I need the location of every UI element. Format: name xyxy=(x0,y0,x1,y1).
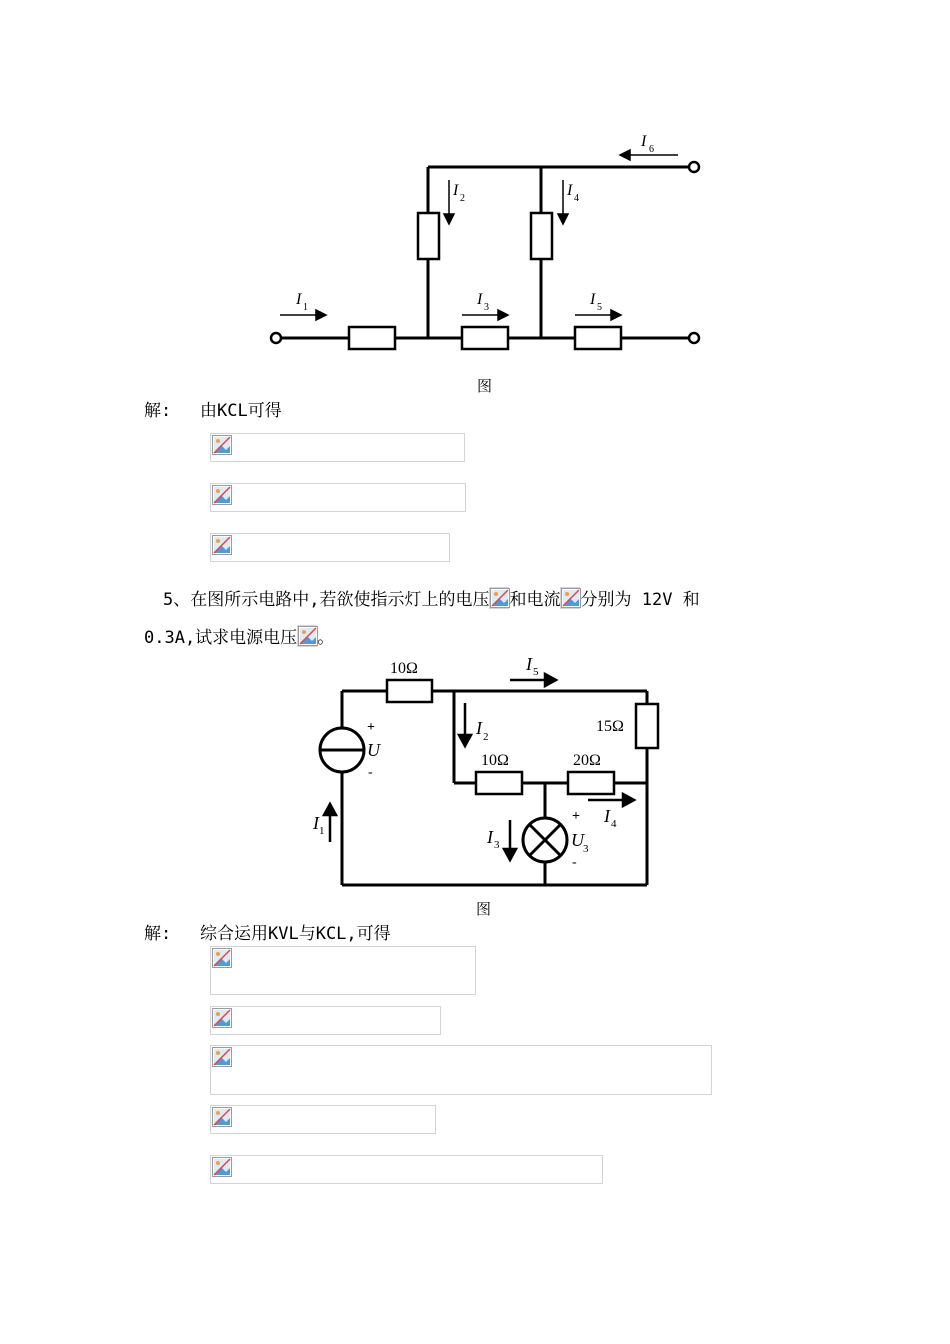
label-i2: I xyxy=(476,718,482,738)
label-i1-sub: 1 xyxy=(303,302,308,313)
problem5-text-a: 5、在图所示电路中,若欲使指示灯上的电压 xyxy=(163,590,490,610)
terminal xyxy=(689,333,699,343)
label-u3-sub: 3 xyxy=(583,843,589,855)
label-i6: I xyxy=(641,133,647,150)
label-u3-minus: - xyxy=(572,855,577,870)
problem5-text-d: 0.3A,试求电源电压 xyxy=(144,628,298,648)
equation-image xyxy=(210,1155,603,1184)
label-r-right: 15Ω xyxy=(596,718,624,735)
label-i4-sub: 4 xyxy=(574,193,579,204)
figure1-caption: 图 xyxy=(477,377,493,395)
label-i5: I xyxy=(590,291,596,308)
broken-image-icon xyxy=(212,485,232,505)
label-i3-sub: 3 xyxy=(484,302,489,313)
label-u3: U xyxy=(571,830,584,850)
equation-image xyxy=(210,1105,436,1134)
equation-image xyxy=(210,946,476,995)
problem5-text-b: 和电流 xyxy=(509,590,561,610)
label-u-plus: + xyxy=(367,720,375,735)
label-i4: I xyxy=(567,182,573,199)
equation-image xyxy=(210,1006,441,1035)
label-u-minus: - xyxy=(368,765,373,780)
label-i2-sub: 2 xyxy=(460,193,465,204)
broken-image-icon xyxy=(212,535,232,555)
equation-image-i3 xyxy=(560,587,580,609)
equation-image xyxy=(210,483,466,512)
solution2-text: 综合运用KVL与KCL,可得 xyxy=(200,924,391,944)
label-r-mid-left: 10Ω xyxy=(481,752,509,769)
circuit-diagram-1 xyxy=(0,0,950,370)
label-i5-sub: 5 xyxy=(533,666,539,678)
broken-image-icon xyxy=(212,1107,232,1127)
problem5-text-c: 分别为 12V 和 xyxy=(580,590,700,610)
indicator-lamp xyxy=(523,818,567,862)
broken-image-icon xyxy=(212,948,232,968)
equation-image xyxy=(210,1045,712,1095)
terminal xyxy=(689,162,699,172)
resistor xyxy=(476,772,522,794)
label-i5: I xyxy=(526,654,532,674)
broken-image-icon xyxy=(212,1047,232,1067)
solution2-prefix: 解: xyxy=(144,924,172,944)
label-i1: I xyxy=(313,813,319,833)
label-i4: I xyxy=(604,806,610,826)
label-i3: I xyxy=(487,827,493,847)
broken-image-icon xyxy=(298,626,318,646)
resistor xyxy=(349,327,395,349)
resistor xyxy=(418,213,439,259)
label-i1-sub: 1 xyxy=(319,825,325,837)
label-i3-sub: 3 xyxy=(494,839,500,851)
equation-image-u xyxy=(297,625,317,647)
problem5-line2 xyxy=(144,625,334,648)
broken-image-icon xyxy=(212,1008,232,1028)
resistor xyxy=(387,680,432,702)
problem5-text-e: 。 xyxy=(317,628,335,648)
label-u: U xyxy=(367,740,380,760)
figure2-caption: 图 xyxy=(476,900,492,918)
circuit-diagram-2 xyxy=(0,650,950,900)
resistor xyxy=(568,772,614,794)
voltage-source xyxy=(320,728,364,772)
label-i5-sub: 5 xyxy=(597,302,602,313)
equation-image-u3 xyxy=(489,587,509,609)
label-i3: I xyxy=(477,291,483,308)
resistor xyxy=(462,327,508,349)
terminal xyxy=(271,333,281,343)
broken-image-icon xyxy=(212,1157,232,1177)
label-i1: I xyxy=(296,291,302,308)
resistor xyxy=(575,327,621,349)
equation-image xyxy=(210,533,450,562)
resistor xyxy=(531,213,552,259)
label-i2: I xyxy=(453,182,459,199)
label-r-top: 10Ω xyxy=(390,660,418,677)
label-u3-plus: + xyxy=(572,809,580,824)
resistor xyxy=(636,704,658,748)
equation-image xyxy=(210,433,465,462)
broken-image-icon xyxy=(490,588,510,608)
problem5-line1 xyxy=(163,587,700,610)
label-i4-sub: 4 xyxy=(611,818,617,830)
solution1-prefix: 解: xyxy=(144,401,172,421)
label-r-mid-right: 20Ω xyxy=(573,752,601,769)
label-i2-sub: 2 xyxy=(483,731,489,743)
label-i6-sub: 6 xyxy=(649,144,654,155)
broken-image-icon xyxy=(561,588,581,608)
broken-image-icon xyxy=(212,435,232,455)
solution1-text: 由KCL可得 xyxy=(200,401,282,421)
